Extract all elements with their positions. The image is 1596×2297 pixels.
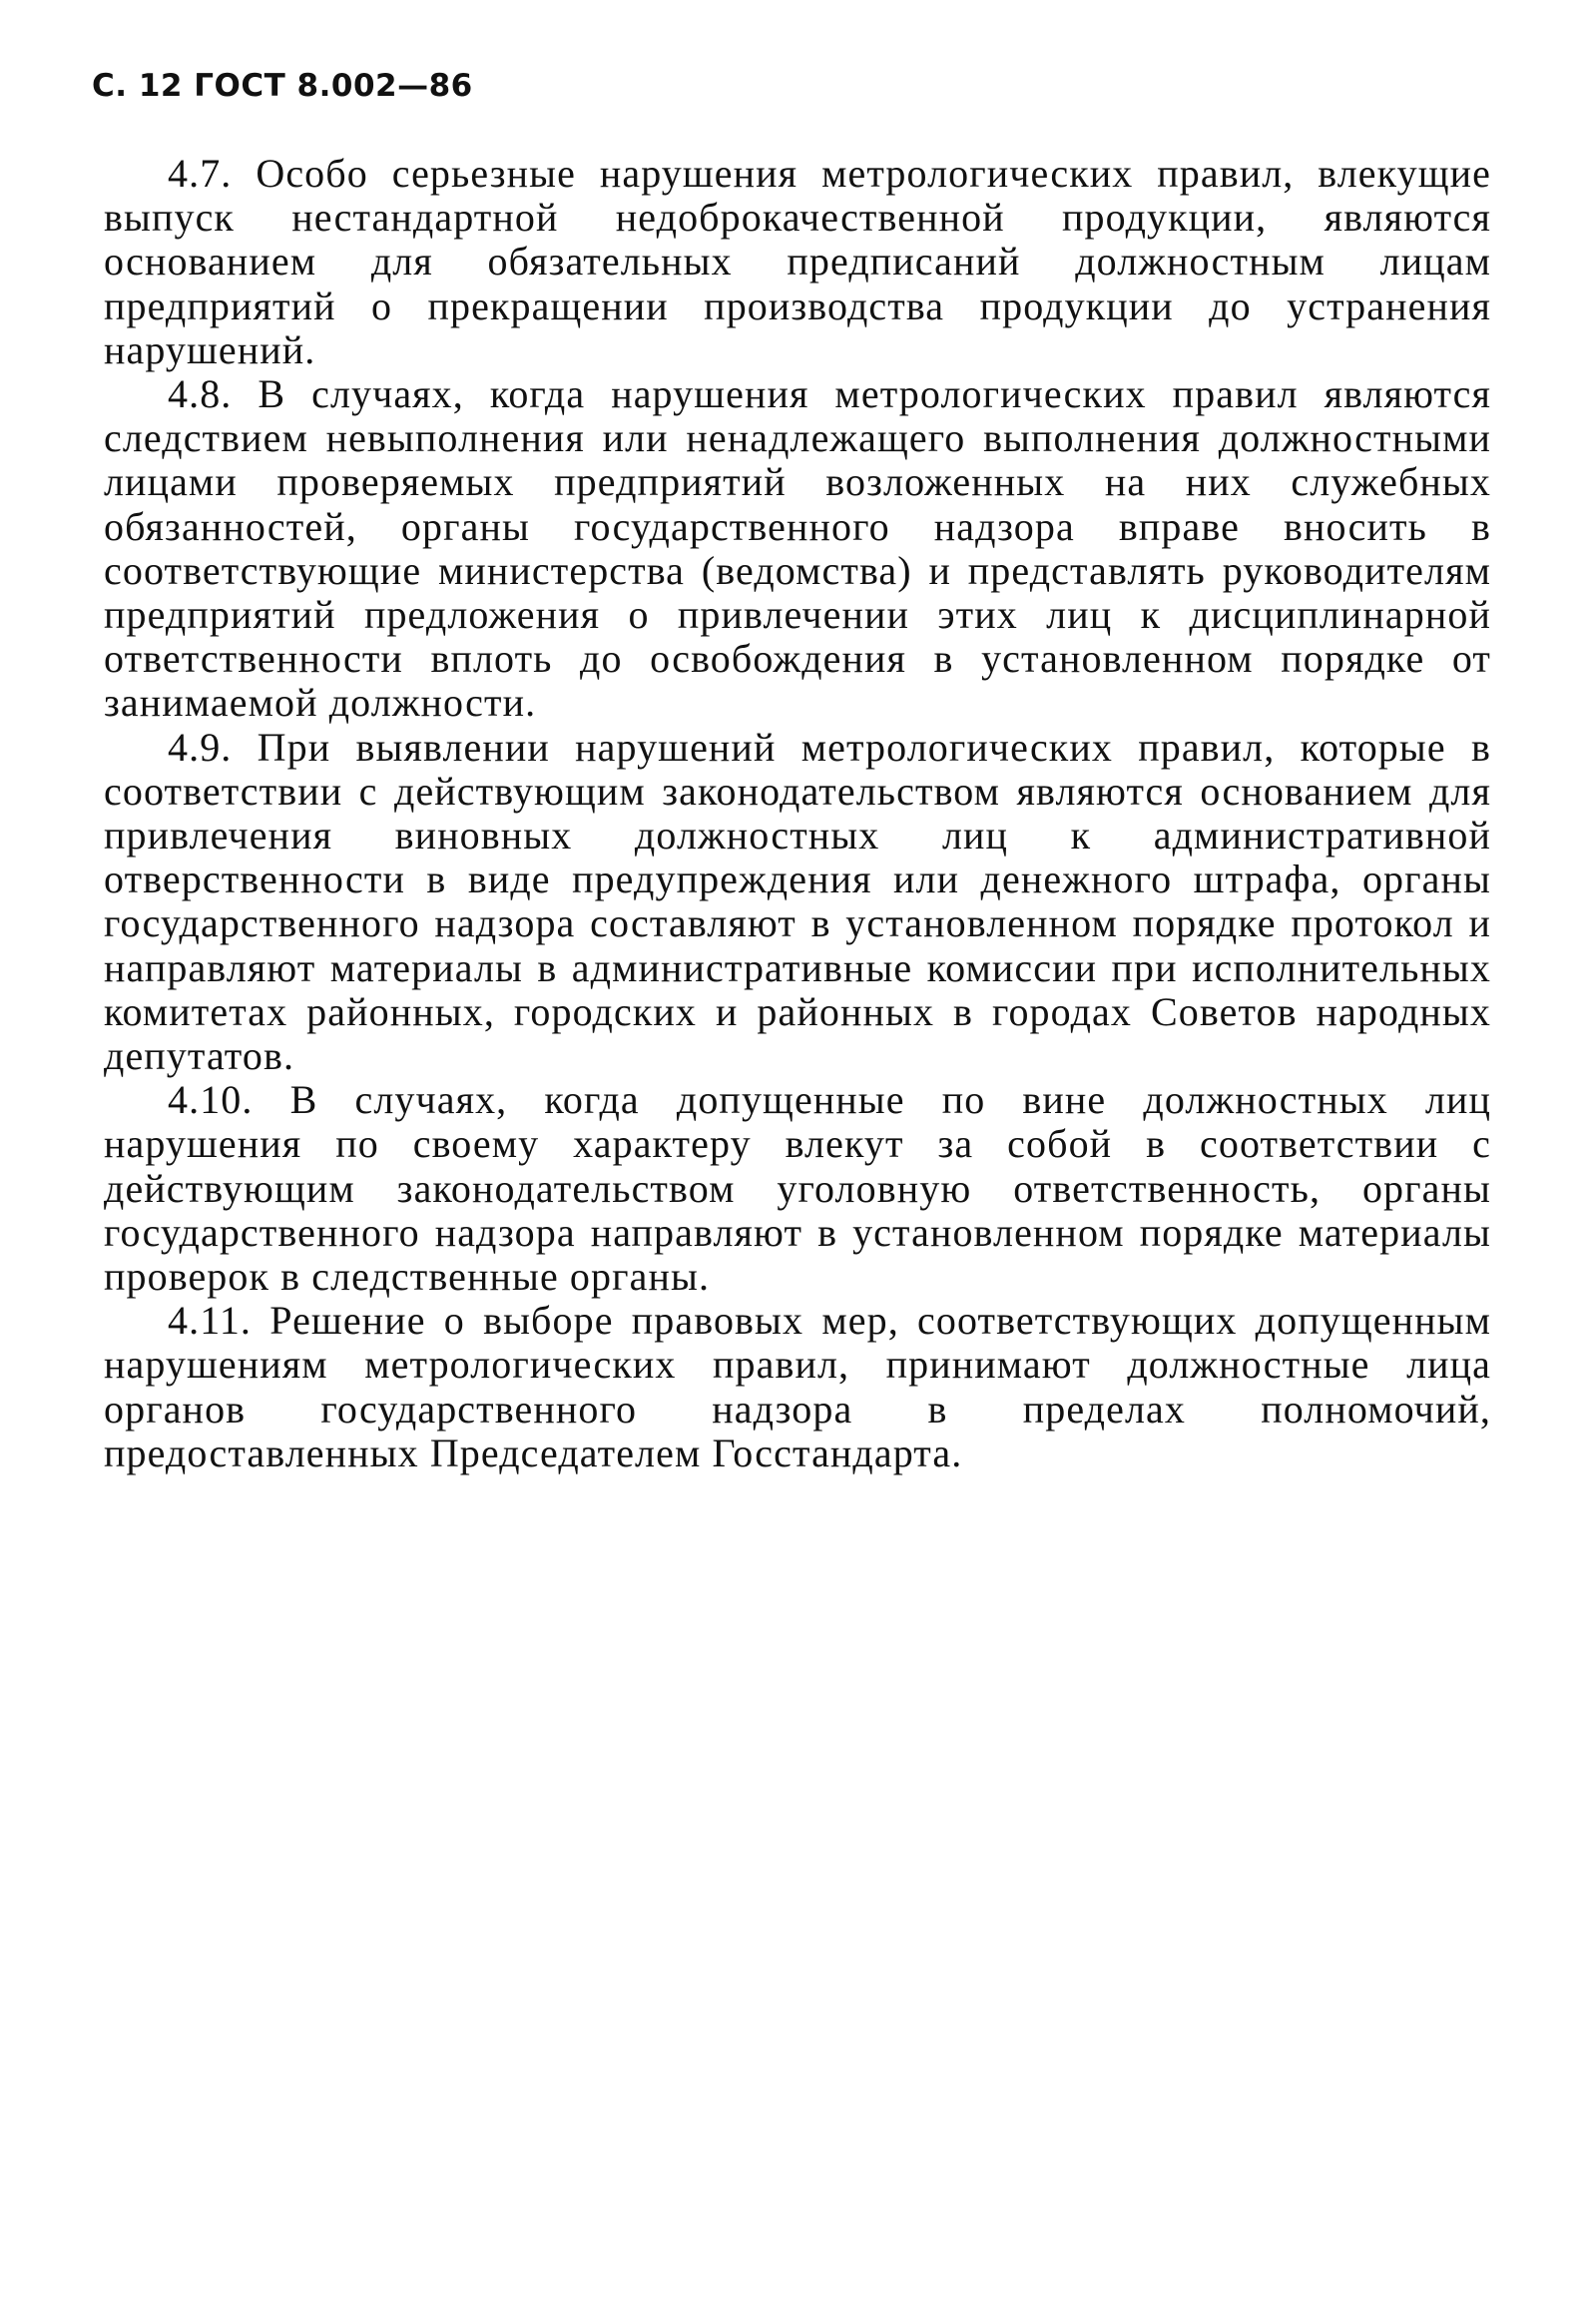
paragraph-text: Решение о выборе правовых мер, соответствующих допущенным нарушениям метрологических правил, принимают должностные лица органов государственного надзора в пределах полномочий, предоставленных Председателем Госстандарта. (104, 1298, 1491, 1475)
paragraph-4-10 (104, 1078, 1491, 1299)
paragraph-text: В случаях, когда нарушения метрологических правил являются следствием невыполнения или ненадлежащего выполнения должностными лицами проверяемых предприятий возложенных на них служебных обязанностей, органы государственного надзора вправе вносить в соответствующие министерства (ведомства) и представлять руководителям предприятий предложения о привлечении этих лиц к дисциплинарной ответственности вплоть до освобождения в установленном порядке от занимаемой должности. (104, 371, 1491, 726)
paragraph-4-7 (104, 152, 1491, 372)
page-header: С. 12 ГОСТ 8.002—86 (92, 68, 473, 104)
document-body (104, 152, 1491, 1475)
paragraph-4-9 (104, 726, 1491, 1079)
paragraph-number: 4.8. (168, 371, 233, 417)
paragraph-text: В случаях, когда допущенные по вине должностных лиц нарушения по своему характеру влекут за собой в соответствии с действующим законодательством уголовную ответственность, органы государственного надзора направляют в установленном порядке материалы проверок в следственные органы. (104, 1077, 1491, 1300)
paragraph-number: 4.11. (168, 1298, 253, 1344)
paragraph-number: 4.7. (168, 151, 233, 196)
paragraph-number: 4.9. (168, 724, 233, 770)
paragraph-4-8 (104, 372, 1491, 726)
paragraph-text: Особо серьезные нарушения метрологических правил, влекущие выпуск нестандартной недоброкачественной продукции, являются основанием для обязательных предписаний должностным лицам предприятий о прекращении производства продукции до устранения нарушений. (104, 151, 1491, 372)
paragraph-text: При выявлении нарушений метрологических правил, которые в соответствии с действующим законодательством являются основанием для привлечения виновных должностных лиц к административной отверственности в виде предупреждения или денежного штрафа, органы государственного надзора составляют в установленном порядке протокол и направляют материалы в административные комиссии при исполнительных комитетах районных, городских и районных в городах Советов народных депутатов. (104, 724, 1491, 1079)
paragraph-4-11 (104, 1299, 1491, 1475)
paragraph-number: 4.10. (168, 1077, 254, 1123)
